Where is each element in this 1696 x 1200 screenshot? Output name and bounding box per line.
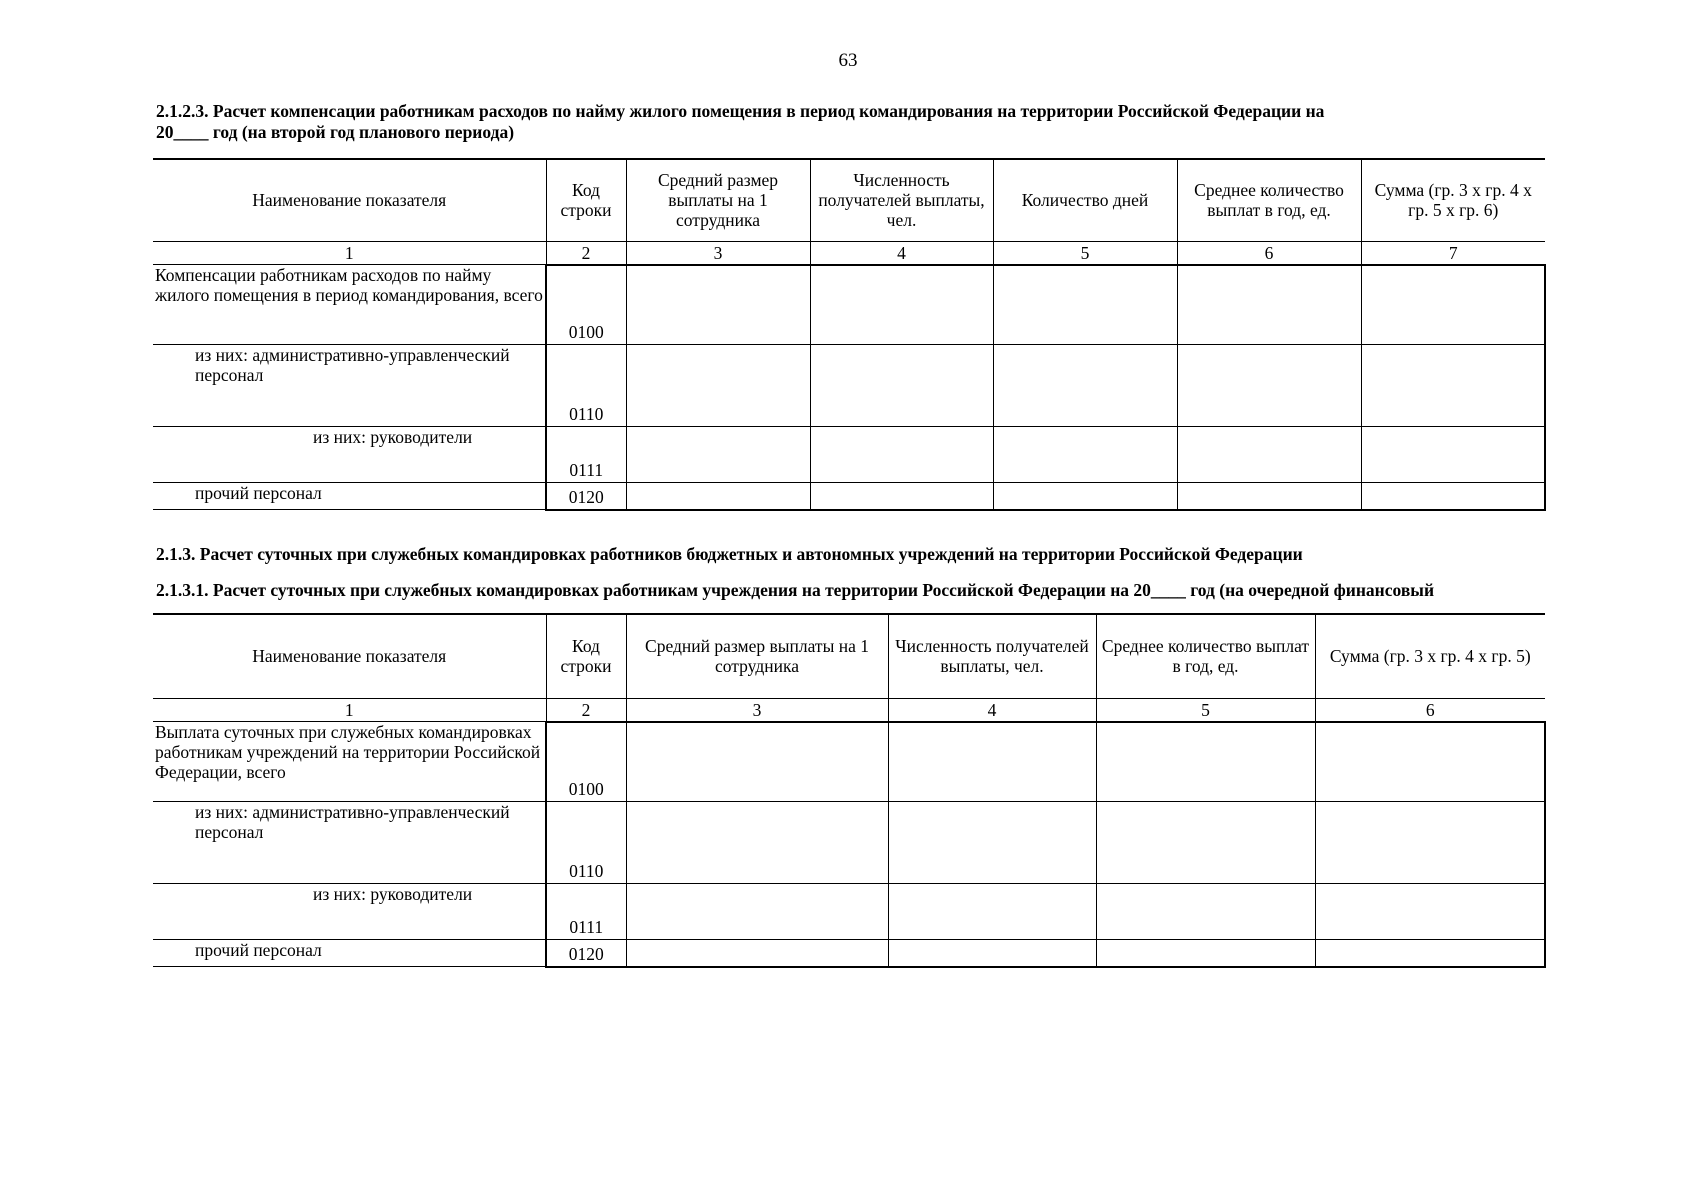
row-name: Компенсации работникам расходов по найму жилого помещения в период командирования, всего bbox=[153, 265, 546, 345]
value-cell[interactable] bbox=[1177, 483, 1361, 510]
col-header-name: Наименование показателя bbox=[153, 159, 546, 241]
col-header-avg-count: Среднее количество выплат в год, ед. bbox=[1096, 614, 1315, 698]
column-number: 1 bbox=[153, 241, 546, 265]
column-number: 2 bbox=[546, 698, 626, 722]
col-header-avg-count: Среднее количество выплат в год, ед. bbox=[1177, 159, 1361, 241]
value-cell[interactable] bbox=[1315, 884, 1545, 940]
column-number: 5 bbox=[1096, 698, 1315, 722]
column-number: 7 bbox=[1361, 241, 1545, 265]
table-row bbox=[153, 940, 1545, 967]
section-title-2-1-3-1: 2.1.3.1. Расчет суточных при служебных командировках работникам учреждения на территории Российской Федерации на 20____ год (на очередной финансовый bbox=[156, 580, 1435, 600]
table-row bbox=[153, 265, 1545, 345]
value-cell[interactable] bbox=[810, 483, 993, 510]
value-cell[interactable] bbox=[993, 265, 1177, 345]
column-number: 4 bbox=[888, 698, 1096, 722]
col-header-code: Код строки bbox=[546, 159, 626, 241]
section-title-line-1: 2.1.2.3. Расчет компенсации работникам расходов по найму жилого помещения в период командирования на территории Российской Федерации на bbox=[156, 101, 1325, 121]
col-header-code: Код строки bbox=[546, 614, 626, 698]
value-cell[interactable] bbox=[1315, 802, 1545, 884]
column-number: 2 bbox=[546, 241, 626, 265]
value-cell[interactable] bbox=[1096, 722, 1315, 802]
value-cell[interactable] bbox=[1177, 345, 1361, 427]
column-number: 6 bbox=[1315, 698, 1545, 722]
row-code: 0120 bbox=[546, 483, 626, 510]
row-code: 0111 bbox=[546, 427, 626, 483]
value-cell[interactable] bbox=[1177, 427, 1361, 483]
col-header-recipients: Численность получателей выплаты, чел. bbox=[888, 614, 1096, 698]
column-number: 5 bbox=[993, 241, 1177, 265]
row-code: 0100 bbox=[546, 722, 626, 802]
column-number: 3 bbox=[626, 698, 888, 722]
col-header-recipients: Численность получателей выплаты, чел. bbox=[810, 159, 993, 241]
row-name: из них: административно-управленческий персонал bbox=[153, 802, 546, 884]
row-name: из них: административно-управленческий персонал bbox=[153, 345, 546, 427]
value-cell[interactable] bbox=[888, 802, 1096, 884]
value-cell[interactable] bbox=[626, 884, 888, 940]
value-cell[interactable] bbox=[626, 345, 810, 427]
value-cell[interactable] bbox=[993, 427, 1177, 483]
compensation-table bbox=[153, 158, 1546, 511]
value-cell[interactable] bbox=[1096, 802, 1315, 884]
value-cell[interactable] bbox=[1361, 427, 1545, 483]
value-cell[interactable] bbox=[993, 483, 1177, 510]
row-code: 0100 bbox=[546, 265, 626, 345]
value-cell[interactable] bbox=[626, 722, 888, 802]
value-cell[interactable] bbox=[1096, 940, 1315, 967]
row-code: 0110 bbox=[546, 802, 626, 884]
row-name: прочий персонал bbox=[153, 940, 546, 967]
value-cell[interactable] bbox=[1096, 884, 1315, 940]
row-code: 0110 bbox=[546, 345, 626, 427]
table-row bbox=[153, 722, 1545, 802]
value-cell[interactable] bbox=[1315, 940, 1545, 967]
col-header-sum: Сумма (гр. 3 х гр. 4 х гр. 5 х гр. 6) bbox=[1361, 159, 1545, 241]
row-name: Выплата суточных при служебных командировках работникам учреждений на территории Российской Федерации, всего bbox=[153, 722, 546, 802]
value-cell[interactable] bbox=[1177, 265, 1361, 345]
col-header-days: Количество дней bbox=[993, 159, 1177, 241]
column-number: 3 bbox=[626, 241, 810, 265]
page-number: 63 bbox=[838, 50, 858, 71]
section-title-2-1-3: 2.1.3. Расчет суточных при служебных командировках работников бюджетных и автономных учреждений на территории Российской Федерации bbox=[156, 544, 1303, 564]
col-header-name: Наименование показателя bbox=[153, 614, 546, 698]
table-row bbox=[153, 345, 1545, 427]
value-cell[interactable] bbox=[1361, 265, 1545, 345]
value-cell[interactable] bbox=[1361, 345, 1545, 427]
value-cell[interactable] bbox=[810, 345, 993, 427]
row-code: 0111 bbox=[546, 884, 626, 940]
row-name: прочий персонал bbox=[153, 483, 546, 510]
value-cell[interactable] bbox=[626, 802, 888, 884]
row-name: из них: руководители bbox=[153, 427, 546, 483]
table-row bbox=[153, 427, 1545, 483]
col-header-avg-payment: Средний размер выплаты на 1 сотрудника bbox=[626, 159, 810, 241]
row-code: 0120 bbox=[546, 940, 626, 967]
table-row bbox=[153, 802, 1545, 884]
value-cell[interactable] bbox=[810, 427, 993, 483]
col-header-sum: Сумма (гр. 3 х гр. 4 х гр. 5) bbox=[1315, 614, 1545, 698]
value-cell[interactable] bbox=[993, 345, 1177, 427]
table-row bbox=[153, 483, 1545, 510]
value-cell[interactable] bbox=[626, 265, 810, 345]
row-name: из них: руководители bbox=[153, 884, 546, 940]
column-number: 4 bbox=[810, 241, 993, 265]
value-cell[interactable] bbox=[1315, 722, 1545, 802]
table-row bbox=[153, 884, 1545, 940]
value-cell[interactable] bbox=[888, 722, 1096, 802]
section-title-line-2: 20____ год (на второй год планового периода) bbox=[156, 122, 515, 142]
value-cell[interactable] bbox=[888, 940, 1096, 967]
section-title-2-1-2-3 bbox=[156, 101, 1546, 143]
value-cell[interactable] bbox=[626, 427, 810, 483]
value-cell[interactable] bbox=[1361, 483, 1545, 510]
column-number: 6 bbox=[1177, 241, 1361, 265]
value-cell[interactable] bbox=[888, 884, 1096, 940]
value-cell[interactable] bbox=[810, 265, 993, 345]
value-cell[interactable] bbox=[626, 483, 810, 510]
column-number: 1 bbox=[153, 698, 546, 722]
col-header-avg-payment: Средний размер выплаты на 1 сотрудника bbox=[626, 614, 888, 698]
per-diem-table bbox=[153, 613, 1546, 968]
value-cell[interactable] bbox=[626, 940, 888, 967]
